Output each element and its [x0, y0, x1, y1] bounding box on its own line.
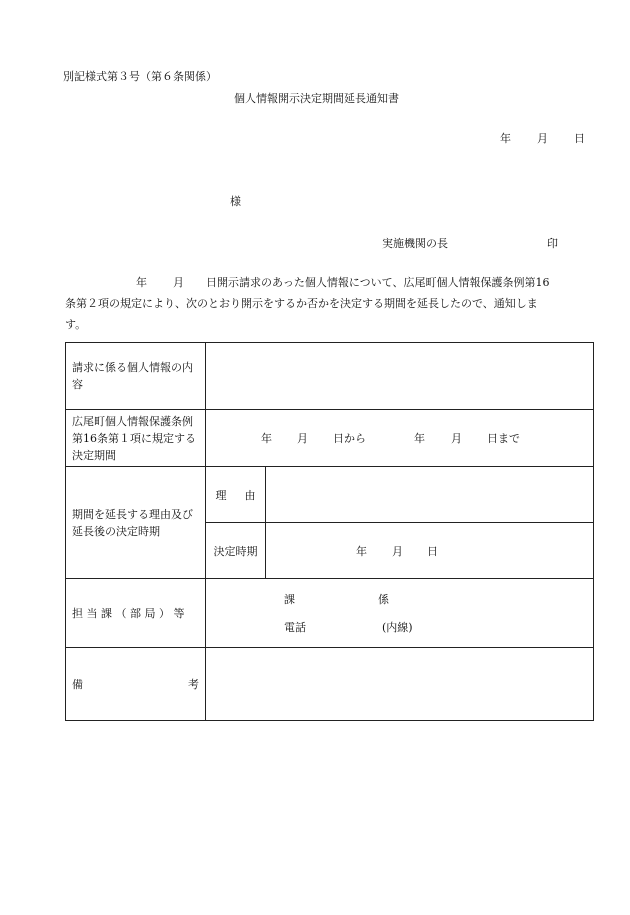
- remarks-label-char-2: 考: [188, 677, 199, 691]
- decision-period-label: 広尾町個人情報保護条例第16条第１項に規定する決定期間: [66, 410, 206, 467]
- sender-title: 実施機関の長: [382, 237, 448, 250]
- department-kakari: 係: [378, 593, 389, 606]
- department-label: 担 当 課 （ 部 局 ） 等: [66, 579, 206, 648]
- period-from-day: 日から: [333, 432, 366, 445]
- period-to-day: 日まで: [487, 432, 520, 445]
- issue-date-month: 月: [537, 132, 548, 145]
- table-row-decision-period: [66, 410, 594, 467]
- new-decision-date-value[interactable]: [266, 523, 594, 579]
- period-to-year: 年: [414, 432, 425, 445]
- department-ka: 課: [284, 593, 295, 606]
- extension-label: 期間を延長する理由及び延長後の決定時期: [66, 467, 206, 579]
- remarks-label-char-1: 備: [72, 677, 83, 691]
- table-row-requested-info: [66, 343, 594, 410]
- issue-date: [500, 130, 585, 146]
- sender-seal: 印: [547, 237, 558, 250]
- new-date-year: 年: [356, 544, 367, 558]
- department-extension: (内線): [382, 621, 413, 634]
- new-decision-date-label: 決定時期: [206, 523, 266, 579]
- requested-info-label: 請求に係る個人情報の内容: [66, 343, 206, 410]
- period-from-month: 月: [297, 432, 308, 445]
- body-line-3: す。: [65, 318, 87, 331]
- issue-date-year: 年: [500, 132, 511, 145]
- period-to-month: 月: [451, 432, 462, 445]
- reason-label-char-1: 理: [215, 488, 227, 502]
- reason-label: [206, 467, 266, 523]
- department-value[interactable]: [206, 579, 594, 648]
- reason-value[interactable]: [266, 467, 594, 523]
- department-phone: 電話: [284, 621, 306, 634]
- new-date-day: 日: [427, 544, 438, 558]
- table-row-extension-reason: [66, 467, 594, 523]
- period-from-year: 年: [261, 432, 272, 445]
- new-date-month: 月: [392, 544, 403, 558]
- form-number: 別記様式第３号（第６条関係）: [63, 70, 217, 83]
- body-month: 月: [173, 276, 184, 289]
- body-line-1-text: 日開示請求のあった個人情報について、広尾町個人情報保護条例第16: [206, 276, 550, 289]
- body-line-2: 条第２項の規定により、次のとおり開示をするか否かを決定する期間を延長したので、通知しま: [65, 297, 538, 310]
- document-title: 個人情報開示決定期間延長通知書: [234, 92, 399, 105]
- table-row-remarks: [66, 648, 594, 721]
- notice-table: [65, 342, 594, 721]
- reason-label-char-2: 由: [244, 488, 256, 502]
- remarks-label: [66, 648, 206, 721]
- addressee-honorific: 様: [230, 195, 241, 208]
- issue-date-day: 日: [574, 132, 585, 145]
- body-line-1: [136, 274, 549, 290]
- body-year: 年: [136, 276, 147, 289]
- remarks-value[interactable]: [206, 648, 594, 721]
- decision-period-value[interactable]: [206, 410, 594, 467]
- requested-info-value[interactable]: [206, 343, 594, 410]
- table-row-department: [66, 579, 594, 648]
